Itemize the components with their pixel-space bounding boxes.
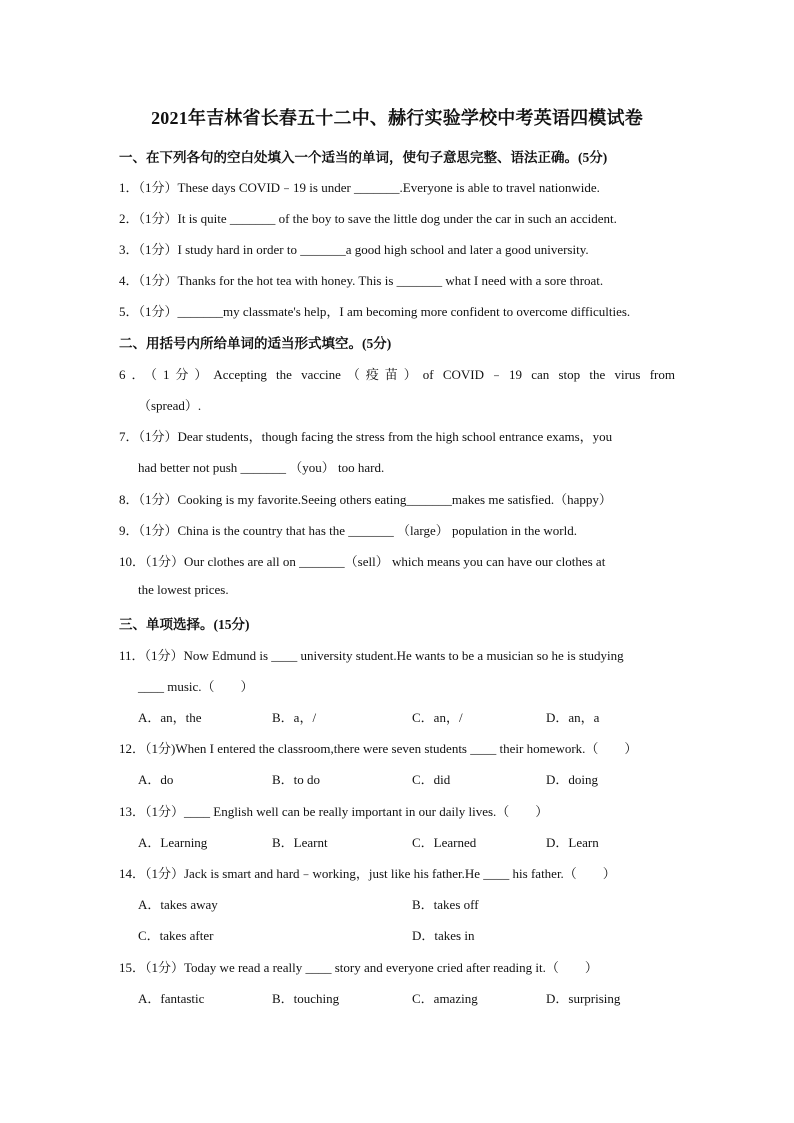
question-3: 3．（1分）I study hard in order to _______a good high school and later a good university. <box>119 242 589 257</box>
q11-option-a[interactable]: A．an，the <box>138 710 202 725</box>
question-4: 4．（1分）Thanks for the hot tea with honey. This is _______ what I need with a sore throat. <box>119 273 604 288</box>
question-11-line2: ____ music.（ ） <box>138 679 254 694</box>
q15-option-b[interactable]: B．touching <box>272 991 340 1006</box>
q13-option-a[interactable]: A．Learning <box>138 835 208 850</box>
q12-option-c[interactable]: C．did <box>412 772 451 787</box>
question-6-line1: 6．（1分）Accepting the vaccine（疫苗）of COVID﹣19 can stop the virus from <box>119 367 675 382</box>
q14-option-a[interactable]: A．takes away <box>138 897 218 912</box>
q11-option-b[interactable]: B．a，/ <box>272 710 317 725</box>
question-2: 2．（1分）It is quite _______ of the boy to save the little dog under the car in such an accident. <box>119 211 617 226</box>
question-11-line1: 11．（1分）Now Edmund is ____ university student.He wants to be a musician so he is studying <box>119 648 624 663</box>
page-title: 2021年吉林省长春五十二中、赫行实验学校中考英语四模试卷 <box>151 108 643 128</box>
question-13: 13．（1分）____ English well can be really important in our daily lives.（ ） <box>119 804 549 819</box>
question-1: 1．（1分）These days COVID﹣19 is under _______.Everyone is able to travel nationwide. <box>119 180 600 195</box>
q11-option-c[interactable]: C．an，/ <box>412 710 463 725</box>
question-12: 12．（1分)When I entered the classroom,there were seven students ____ their homework.（ ） <box>119 741 638 756</box>
q15-option-d[interactable]: D．surprising <box>546 991 621 1006</box>
q14-option-b[interactable]: B．takes off <box>412 897 479 912</box>
q14-option-c[interactable]: C．takes after <box>138 928 214 943</box>
q12-option-a[interactable]: A．do <box>138 772 174 787</box>
q15-option-a[interactable]: A．fantastic <box>138 991 205 1006</box>
q12-option-d[interactable]: D．doing <box>546 772 599 787</box>
question-9: 9．（1分）China is the country that has the _______ （large） population in the world. <box>119 523 577 538</box>
q13-option-d[interactable]: D．Learn <box>546 835 599 850</box>
q12-option-b[interactable]: B．to do <box>272 772 321 787</box>
question-5: 5．（1分）_______my classmate's help，I am becoming more confident to overcome difficulties. <box>119 304 631 319</box>
section-heading-2: 二、用括号内所给单词的适当形式填空。(5分) <box>119 336 392 351</box>
section-heading-3: 三、单项选择。(15分) <box>119 617 250 632</box>
question-15: 15．（1分）Today we read a really ____ story and everyone cried after reading it.（ ） <box>119 960 598 975</box>
q15-option-c[interactable]: C．amazing <box>412 991 478 1006</box>
question-8: 8．（1分）Cooking is my favorite.Seeing others eating_______makes me satisfied.（happy） <box>119 492 612 507</box>
q13-option-b[interactable]: B．Learnt <box>272 835 328 850</box>
question-10-line1: 10．（1分）Our clothes are all on _______（sell） which means you can have our clothes at <box>119 554 606 569</box>
section-heading-1: 一、在下列各句的空白处填入一个适当的单词，使句子意思完整、语法正确。(5分) <box>119 150 608 165</box>
question-7-line2: had better not push _______ （you） too hard. <box>138 460 385 475</box>
q11-option-d[interactable]: D．an，a <box>546 710 600 725</box>
question-14: 14．（1分）Jack is smart and hard﹣working，just like his father.He ____ his father.（ ） <box>119 866 616 881</box>
question-10-line2: the lowest prices. <box>138 582 229 597</box>
question-7-line1: 7．（1分）Dear students，though facing the stress from the high school entrance exams，you <box>119 429 613 444</box>
q13-option-c[interactable]: C．Learned <box>412 835 477 850</box>
q14-option-d[interactable]: D．takes in <box>412 928 475 943</box>
question-6-line2: （spread）. <box>138 398 202 413</box>
